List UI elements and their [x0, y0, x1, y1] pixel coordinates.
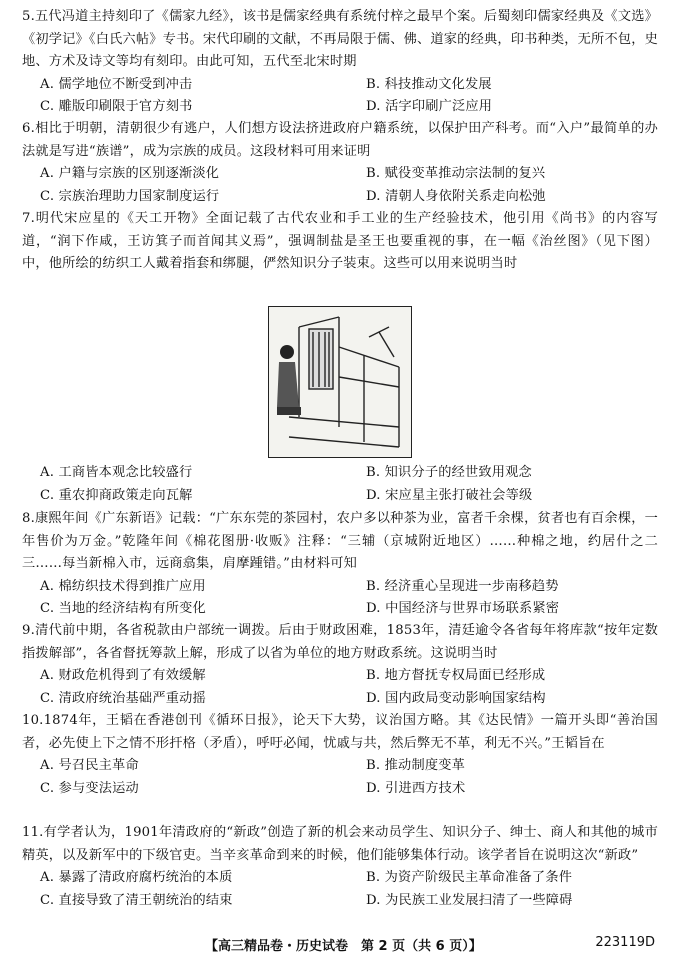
option-b: B. 赋役变革推动宗法制的复兴: [366, 166, 546, 181]
question-8: [22, 508, 658, 621]
option-row: [22, 462, 658, 485]
option-row: [22, 163, 658, 186]
option-c: C. 宗族治理助力国家制度运行: [40, 188, 220, 204]
footer-code: 223119D: [595, 935, 655, 950]
question-11: [22, 822, 658, 912]
option-d: D. 宋应星主张打破社会等级: [366, 487, 533, 503]
question-10: [22, 710, 658, 800]
option-d: D. 引进西方技术: [366, 780, 466, 796]
option-c: C. 直接导致了清王朝统治的结束: [40, 892, 233, 908]
option-a: A. 儒学地位不断受到冲击: [40, 76, 193, 92]
option-row: [22, 665, 658, 688]
page-footer: [0, 935, 677, 957]
question-stem: 11.有学者认为，1901年清政府的“新政”创造了新的机会来动员学生、知识分子、绅士、商人和其他的城市精英，以及新军中的下级官吏。当辛亥革命到来的时候，他们能够集体行动。该学者旨在说明这次“新政”: [22, 825, 658, 863]
question-stem: 5.五代冯道主持刻印了《儒家九经》，该书是儒家经典有系统付梓之最早个案。后蜀刻印儒家经典及《文选》《初学记》《白氏六帖》专书。宋代印刷的文献，不再局限于儒、佛、道家的经典，印书种类，无所不包，史地、方术及诗文等均有刻印。由此可知，五代至北宋时期: [22, 9, 658, 69]
question-7: [22, 208, 658, 276]
question-stem: 8.康熙年间《广东新语》记载：“广东东莞的茶园村，农户多以种茶为业，富者千余棵，贫者也有百余棵，一年售价为万金。”乾隆年间《棉花图册·收贩》注释：“三辅（京城附近地区）……种棉之地，约居什之二三……每当新棉入市，远商翕集，肩摩踵错。”由材料可知: [22, 511, 658, 571]
option-a: A. 财政危机得到了有效缓解: [40, 668, 206, 683]
option-a: A. 户籍与宗族的区别逐渐淡化: [40, 166, 220, 181]
option-row: [22, 576, 658, 599]
option-c: C. 清政府统治基础严重动摇: [40, 690, 206, 706]
option-c: C. 重农抑商政策走向瓦解: [40, 487, 193, 503]
option-b: B. 为资产阶级民主革命准备了条件: [366, 870, 573, 885]
option-d: D. 为民族工业发展扫清了一些障碍: [366, 892, 573, 908]
option-d: D. 国内政局变动影响国家结构: [366, 690, 546, 706]
option-c: C. 雕版印刷限于官方刻书: [40, 99, 193, 114]
option-c: C. 参与变法运动: [40, 780, 139, 796]
option-b: B. 科技推动文化发展: [366, 76, 492, 92]
option-d: D. 清朝人身依附关系走向松弛: [366, 188, 546, 204]
option-row: [22, 755, 658, 778]
option-c: C. 当地的经济结构有所变化: [40, 601, 206, 616]
question-stem: 10.1874年，王韬在香港创刊《循环日报》，论天下大势，议治国方略。其《达民情》一篇开头即“善治国者，必先使上下之情不形扞格（矛盾），呼吁必闻，忧戚与共，然后弊无不革，利无不兴。”王韬旨在: [22, 713, 658, 751]
question-9: [22, 620, 658, 710]
loom-drawing: [269, 307, 411, 457]
footer-title: 【高三精品卷・历史试卷 第 2 页（共 6 页）】: [205, 939, 482, 954]
option-a: A. 工商皆本观念比较盛行: [40, 465, 193, 480]
option-a: A. 棉纺织技术得到推广应用: [40, 578, 206, 594]
question-6: [22, 118, 658, 208]
option-b: B. 地方督抚专权局面已经形成: [366, 668, 546, 683]
option-row: [22, 688, 658, 711]
option-row: [22, 186, 658, 209]
question-stem: 6.相比于明朝，清朝很少有逃户，人们想方设法挤进政府户籍系统，以保护田产科考。而“入户”最简单的办法就是写进“族谱”，成为宗族的成员。这段材料可用来证明: [22, 121, 658, 159]
question-stem: 7.明代宋应星的《天工开物》全面记载了古代农业和手工业的生产经验技术，他引用《尚书》的内容写道，“润下作咸，王访箕子而首闻其义焉”，强调制盐是圣王也要重视的事，在一幅《治丝图》（见下图）中，他所绘的纺织工人戴着指套和绑腿，俨然知识分子装束。这些可以用来说明当时: [22, 211, 658, 271]
question-5: [22, 6, 658, 119]
option-row: [22, 778, 658, 801]
option-row: [22, 890, 658, 913]
option-row: [22, 485, 658, 508]
weaving-illustration: [268, 306, 412, 458]
question-stem: 9.清代前中期，各省税款由户部统一调拨。后由于财政困难，1853年，清廷逾令各省每年将库款“按年定数指拨解部”，各省督抚筹款上解，形成了以省为单位的地方财政系统。这说明当时: [22, 623, 658, 661]
option-d: D. 中国经济与世界市场联系紧密: [366, 601, 560, 616]
option-a: A. 暴露了清政府腐朽统治的本质: [40, 870, 233, 885]
option-row: [22, 96, 658, 119]
option-b: B. 推动制度变革: [366, 758, 465, 773]
option-b: B. 经济重心呈现进一步南移趋势: [366, 578, 559, 594]
option-row: [22, 867, 658, 890]
option-b: B. 知识分子的经世致用观念: [366, 465, 532, 480]
option-d: D. 活字印刷广泛应用: [366, 99, 493, 114]
option-a: A. 号召民主革命: [40, 758, 139, 773]
option-row: [22, 598, 658, 621]
question-7-options: [22, 462, 658, 507]
option-row: [22, 74, 658, 97]
